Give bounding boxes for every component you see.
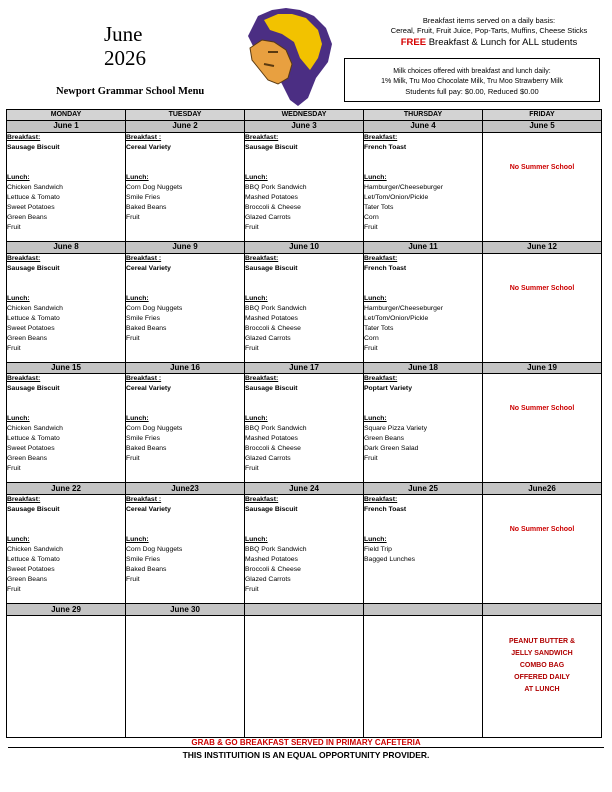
lunch-item: Smile Fries xyxy=(126,193,160,201)
lunch-item: Chicken Sandwich xyxy=(7,425,63,433)
date-cell: June 12 xyxy=(483,241,602,253)
lunch-item: Square Pizza Variety xyxy=(364,425,427,433)
date-cell: June 15 xyxy=(7,362,126,374)
date-cell: June 17 xyxy=(245,362,364,374)
breakfast-item: Sausage Biscuit xyxy=(7,143,60,151)
year-title: 2026 xyxy=(104,46,146,70)
lunch-item: Corn Dog Nuggets xyxy=(126,425,183,433)
lunch-item: Bagged Lunches xyxy=(364,556,416,564)
lunch-item: Mashed Potatoes xyxy=(245,193,298,201)
lunch-label: Lunch: xyxy=(126,294,149,302)
breakfast-label: Breakfast: xyxy=(364,133,398,141)
lunch-item: Fruit xyxy=(245,465,259,473)
spacer xyxy=(7,394,125,414)
spacer xyxy=(126,515,244,535)
spacer xyxy=(126,394,244,414)
breakfast-label: Breakfast: xyxy=(245,496,279,504)
no-school-note: No Summer School xyxy=(509,526,575,534)
date-cell: June 1 xyxy=(7,121,126,133)
lunch-item: Fruit xyxy=(364,455,378,463)
lunch-item: Broccoli & Cheese xyxy=(245,324,301,332)
menu-cell xyxy=(364,495,483,604)
date-cell: June 8 xyxy=(7,241,126,253)
lunch-label: Lunch: xyxy=(364,415,387,423)
date-cell: June26 xyxy=(483,483,602,495)
date-cell xyxy=(245,604,364,616)
date-cell: June 29 xyxy=(7,604,126,616)
pbj-note xyxy=(483,636,601,696)
lunch-item: Chicken Sandwich xyxy=(7,546,63,554)
lunch-item: Glazed Carrots xyxy=(245,455,291,463)
lunch-item: Glazed Carrots xyxy=(245,576,291,584)
lunch-item: Lettuce & Tomato xyxy=(7,193,60,201)
menu-cell xyxy=(364,253,483,362)
lunch-label: Lunch: xyxy=(7,294,30,302)
lunch-item: Baked Beans xyxy=(126,324,167,332)
lunch-item: Smile Fries xyxy=(126,435,160,443)
menu-cell xyxy=(245,616,364,738)
weekday-header-row xyxy=(7,110,602,121)
lunch-label: Lunch: xyxy=(364,294,387,302)
free-word: FREE xyxy=(400,37,427,48)
lunch-item: Field Trip xyxy=(364,546,392,554)
menu-cell xyxy=(245,374,364,483)
menu-cell xyxy=(126,616,245,738)
milk-info-box xyxy=(344,58,600,102)
lunch-item: Smile Fries xyxy=(126,556,160,564)
lunch-label: Lunch: xyxy=(364,173,387,181)
date-cell: June 25 xyxy=(364,483,483,495)
breakfast-label: Breakfast: xyxy=(7,496,41,504)
lunch-item: Fruit xyxy=(7,344,21,352)
menu-cell xyxy=(245,253,364,362)
date-cell: June 10 xyxy=(245,241,364,253)
lunch-item: Sweet Potatoes xyxy=(7,324,55,332)
spacer xyxy=(7,274,125,294)
lunch-item: Chicken Sandwich xyxy=(7,304,63,312)
menu-cell xyxy=(7,495,126,604)
lunch-item: Hamburger/Cheeseburger xyxy=(364,183,443,191)
breakfast-item: French Toast xyxy=(364,143,407,151)
lunch-item: Fruit xyxy=(7,465,21,473)
date-cell: June 22 xyxy=(7,483,126,495)
spacer xyxy=(126,153,244,173)
breakfast-label: Breakfast: xyxy=(245,375,279,383)
date-row xyxy=(7,241,602,253)
lunch-item: Sweet Potatoes xyxy=(7,203,55,211)
breakfast-label: Breakfast : xyxy=(126,496,162,504)
breakfast-label: Breakfast: xyxy=(7,133,41,141)
lunch-item: Sweet Potatoes xyxy=(7,445,55,453)
breakfast-info xyxy=(376,16,602,49)
menu-row xyxy=(7,253,602,362)
lunch-item: Mashed Potatoes xyxy=(245,435,298,443)
grab-and-go-note: GRAB & GO BREAKFAST SERVED IN PRIMARY CAFETERIA xyxy=(191,738,421,747)
menu-row xyxy=(7,495,602,604)
lunch-item: BBQ Pork Sandwich xyxy=(245,183,307,191)
free-meals-text: Breakfast & Lunch for ALL students xyxy=(426,37,578,48)
date-cell: June 11 xyxy=(364,241,483,253)
no-school-note: No Summer School xyxy=(509,405,575,413)
menu-cell xyxy=(483,495,602,604)
menu-cell xyxy=(7,253,126,362)
lunch-item: Hamburger/Cheeseburger xyxy=(364,304,443,312)
pbj-line: PEANUT BUTTER & xyxy=(508,638,576,646)
spacer xyxy=(245,274,363,294)
lunch-item: Corn Dog Nuggets xyxy=(126,546,183,554)
breakfast-label: Breakfast : xyxy=(126,133,162,141)
spacer xyxy=(7,515,125,535)
breakfast-label: Breakfast: xyxy=(245,254,279,262)
menu-row xyxy=(7,616,602,738)
lunch-item: Lettuce & Tomato xyxy=(7,314,60,322)
date-cell: June 9 xyxy=(126,241,245,253)
pbj-line: OFFERED DAILY xyxy=(514,674,570,682)
lunch-item: Mashed Potatoes xyxy=(245,556,298,564)
breakfast-label: Breakfast: xyxy=(7,375,41,383)
menu-cell xyxy=(126,374,245,483)
date-cell: June 16 xyxy=(126,362,245,374)
menu-cell xyxy=(126,253,245,362)
lunch-label: Lunch: xyxy=(126,173,149,181)
menu-cell xyxy=(364,132,483,241)
lunch-item: Smile Fries xyxy=(126,314,160,322)
breakfast-item: Sausage Biscuit xyxy=(245,264,298,272)
breakfast-item: Cereal Variety xyxy=(126,506,171,514)
lunch-label: Lunch: xyxy=(364,536,387,544)
spacer xyxy=(7,153,125,173)
breakfast-item: Poptart Variety xyxy=(364,385,412,393)
equal-opportunity-statement: THIS INSTITUITION IS AN EQUAL OPPORTUNITY PROVIDER. xyxy=(8,747,604,760)
lunch-label: Lunch: xyxy=(245,173,268,181)
breakfast-label: Breakfast: xyxy=(364,254,398,262)
breakfast-info-line2: Cereal, Fruit, Fruit Juice, Pop-Tarts, Muffins, Cheese Sticks xyxy=(390,26,588,35)
breakfast-item: Sausage Biscuit xyxy=(245,385,298,393)
pbj-line: COMBO BAG xyxy=(519,662,565,670)
date-row xyxy=(7,483,602,495)
menu-cell xyxy=(483,374,602,483)
lunch-item: Tater Tots xyxy=(364,324,394,332)
lunch-item: Fruit xyxy=(126,455,140,463)
lunch-item: Fruit xyxy=(364,344,378,352)
lunch-item: Broccoli & Cheese xyxy=(245,445,301,453)
pbj-line: AT LUNCH xyxy=(524,686,560,694)
menu-cell xyxy=(126,132,245,241)
lunch-item: Green Beans xyxy=(7,576,48,584)
lunch-item: Baked Beans xyxy=(126,203,167,211)
lunch-item: Mashed Potatoes xyxy=(245,314,298,322)
breakfast-item: Sausage Biscuit xyxy=(7,506,60,514)
month-year xyxy=(104,22,146,70)
spacer xyxy=(245,153,363,173)
date-cell: June 3 xyxy=(245,121,364,133)
lunch-item: Let/Tom/Onion/Pickle xyxy=(364,193,429,201)
spacer xyxy=(364,274,482,294)
lunch-label: Lunch: xyxy=(245,294,268,302)
lunch-item: Fruit xyxy=(7,223,21,231)
spacer xyxy=(364,515,482,535)
menu-cell xyxy=(483,616,602,738)
lunch-item: Corn xyxy=(364,334,379,342)
lunch-item: Glazed Carrots xyxy=(245,334,291,342)
lunch-label: Lunch: xyxy=(245,415,268,423)
date-cell: June 18 xyxy=(364,362,483,374)
breakfast-item: Sausage Biscuit xyxy=(245,506,298,514)
lunch-item: Lettuce & Tomato xyxy=(7,556,60,564)
lunch-item: Fruit xyxy=(126,213,140,221)
breakfast-item: French Toast xyxy=(364,264,407,272)
lunch-item: Fruit xyxy=(245,223,259,231)
month-title: June xyxy=(104,22,143,46)
lunch-item: Broccoli & Cheese xyxy=(245,566,301,574)
lunch-item: Green Beans xyxy=(7,455,48,463)
lunch-label: Lunch: xyxy=(7,173,30,181)
lunch-label: Lunch: xyxy=(7,415,30,423)
date-row xyxy=(7,604,602,616)
lunch-item: Dark Green Salad xyxy=(364,445,419,453)
weekday-header: MONDAY xyxy=(7,110,126,121)
lunch-item: Broccoli & Cheese xyxy=(245,203,301,211)
menu-cell xyxy=(364,616,483,738)
lunch-item: Sweet Potatoes xyxy=(7,566,55,574)
lunch-label: Lunch: xyxy=(126,536,149,544)
menu-cell xyxy=(245,132,364,241)
milk-pay-line: Students full pay: $0.00, Reduced $0.00 xyxy=(405,87,539,96)
no-school-note: No Summer School xyxy=(509,284,575,292)
weekday-header: WEDNESDAY xyxy=(245,110,364,121)
breakfast-item: Cereal Variety xyxy=(126,385,171,393)
breakfast-label: Breakfast : xyxy=(126,375,162,383)
date-row xyxy=(7,362,602,374)
breakfast-item: Sausage Biscuit xyxy=(7,385,60,393)
date-cell: June 19 xyxy=(483,362,602,374)
lunch-item: Corn xyxy=(364,213,379,221)
lunch-item: Corn Dog Nuggets xyxy=(126,183,183,191)
lunch-item: Chicken Sandwich xyxy=(7,183,63,191)
lunch-item: Baked Beans xyxy=(126,445,167,453)
lunch-item: BBQ Pork Sandwich xyxy=(245,425,307,433)
menu-cell xyxy=(126,495,245,604)
pbj-line: JELLY SANDWICH xyxy=(511,650,573,658)
menu-cell xyxy=(364,374,483,483)
date-cell: June 2 xyxy=(126,121,245,133)
breakfast-label: Breakfast: xyxy=(364,375,398,383)
spacer xyxy=(364,394,482,414)
menu-cell xyxy=(7,132,126,241)
lunch-label: Lunch: xyxy=(245,536,268,544)
date-row xyxy=(7,121,602,133)
lunch-item: Green Beans xyxy=(364,435,405,443)
lunch-item: Lettuce & Tomato xyxy=(7,435,60,443)
breakfast-label: Breakfast: xyxy=(364,496,398,504)
mascot-logo-icon xyxy=(228,8,340,108)
spacer xyxy=(245,394,363,414)
menu-cell xyxy=(483,253,602,362)
weekday-header: THURSDAY xyxy=(364,110,483,121)
breakfast-info-line1: Breakfast items served on a daily basis: xyxy=(422,16,556,25)
milk-line2: 1% Milk, Tru Moo Chocolate Milk, Tru Moo Strawberry Milk xyxy=(381,78,563,85)
lunch-item: Fruit xyxy=(364,223,378,231)
menu-row xyxy=(7,132,602,241)
lunch-item: Tater Tots xyxy=(364,203,394,211)
lunch-item: BBQ Pork Sandwich xyxy=(245,546,307,554)
lunch-item: Fruit xyxy=(245,586,259,594)
lunch-label: Lunch: xyxy=(126,415,149,423)
spacer xyxy=(126,274,244,294)
date-cell: June23 xyxy=(126,483,245,495)
weekday-header: FRIDAY xyxy=(483,110,602,121)
date-cell: June 30 xyxy=(126,604,245,616)
date-cell: June 4 xyxy=(364,121,483,133)
menu-calendar xyxy=(6,109,602,738)
date-cell xyxy=(364,604,483,616)
spacer xyxy=(364,153,482,173)
breakfast-label: Breakfast: xyxy=(7,254,41,262)
milk-line1: Milk choices offered with breakfast and lunch daily: xyxy=(393,68,551,75)
breakfast-label: Breakfast: xyxy=(245,133,279,141)
breakfast-item: French Toast xyxy=(364,506,407,514)
lunch-label: Lunch: xyxy=(7,536,30,544)
menu-cell xyxy=(245,495,364,604)
lunch-item: BBQ Pork Sandwich xyxy=(245,304,307,312)
date-cell: June 24 xyxy=(245,483,364,495)
menu-cell xyxy=(7,374,126,483)
lunch-item: Baked Beans xyxy=(126,566,167,574)
no-school-note: No Summer School xyxy=(509,163,575,171)
spacer xyxy=(245,515,363,535)
menu-cell xyxy=(7,616,126,738)
menu-cell xyxy=(483,132,602,241)
breakfast-item: Cereal Variety xyxy=(126,264,171,272)
lunch-item: Fruit xyxy=(126,334,140,342)
lunch-item: Glazed Carrots xyxy=(245,213,291,221)
lunch-item: Green Beans xyxy=(7,213,48,221)
free-meals-line xyxy=(376,36,602,49)
weekday-header: TUESDAY xyxy=(126,110,245,121)
lunch-item: Fruit xyxy=(7,586,21,594)
date-cell: June 5 xyxy=(483,121,602,133)
school-name: Newport Grammar School Menu xyxy=(56,86,205,97)
lunch-item: Corn Dog Nuggets xyxy=(126,304,183,312)
breakfast-item: Sausage Biscuit xyxy=(7,264,60,272)
breakfast-item: Cereal Variety xyxy=(126,143,171,151)
menu-row xyxy=(7,374,602,483)
lunch-item: Fruit xyxy=(126,576,140,584)
breakfast-item: Sausage Biscuit xyxy=(245,143,298,151)
breakfast-label: Breakfast : xyxy=(126,254,162,262)
lunch-item: Green Beans xyxy=(7,334,48,342)
lunch-item: Fruit xyxy=(245,344,259,352)
date-cell xyxy=(483,604,602,616)
lunch-item: Let/Tom/Onion/Pickle xyxy=(364,314,429,322)
